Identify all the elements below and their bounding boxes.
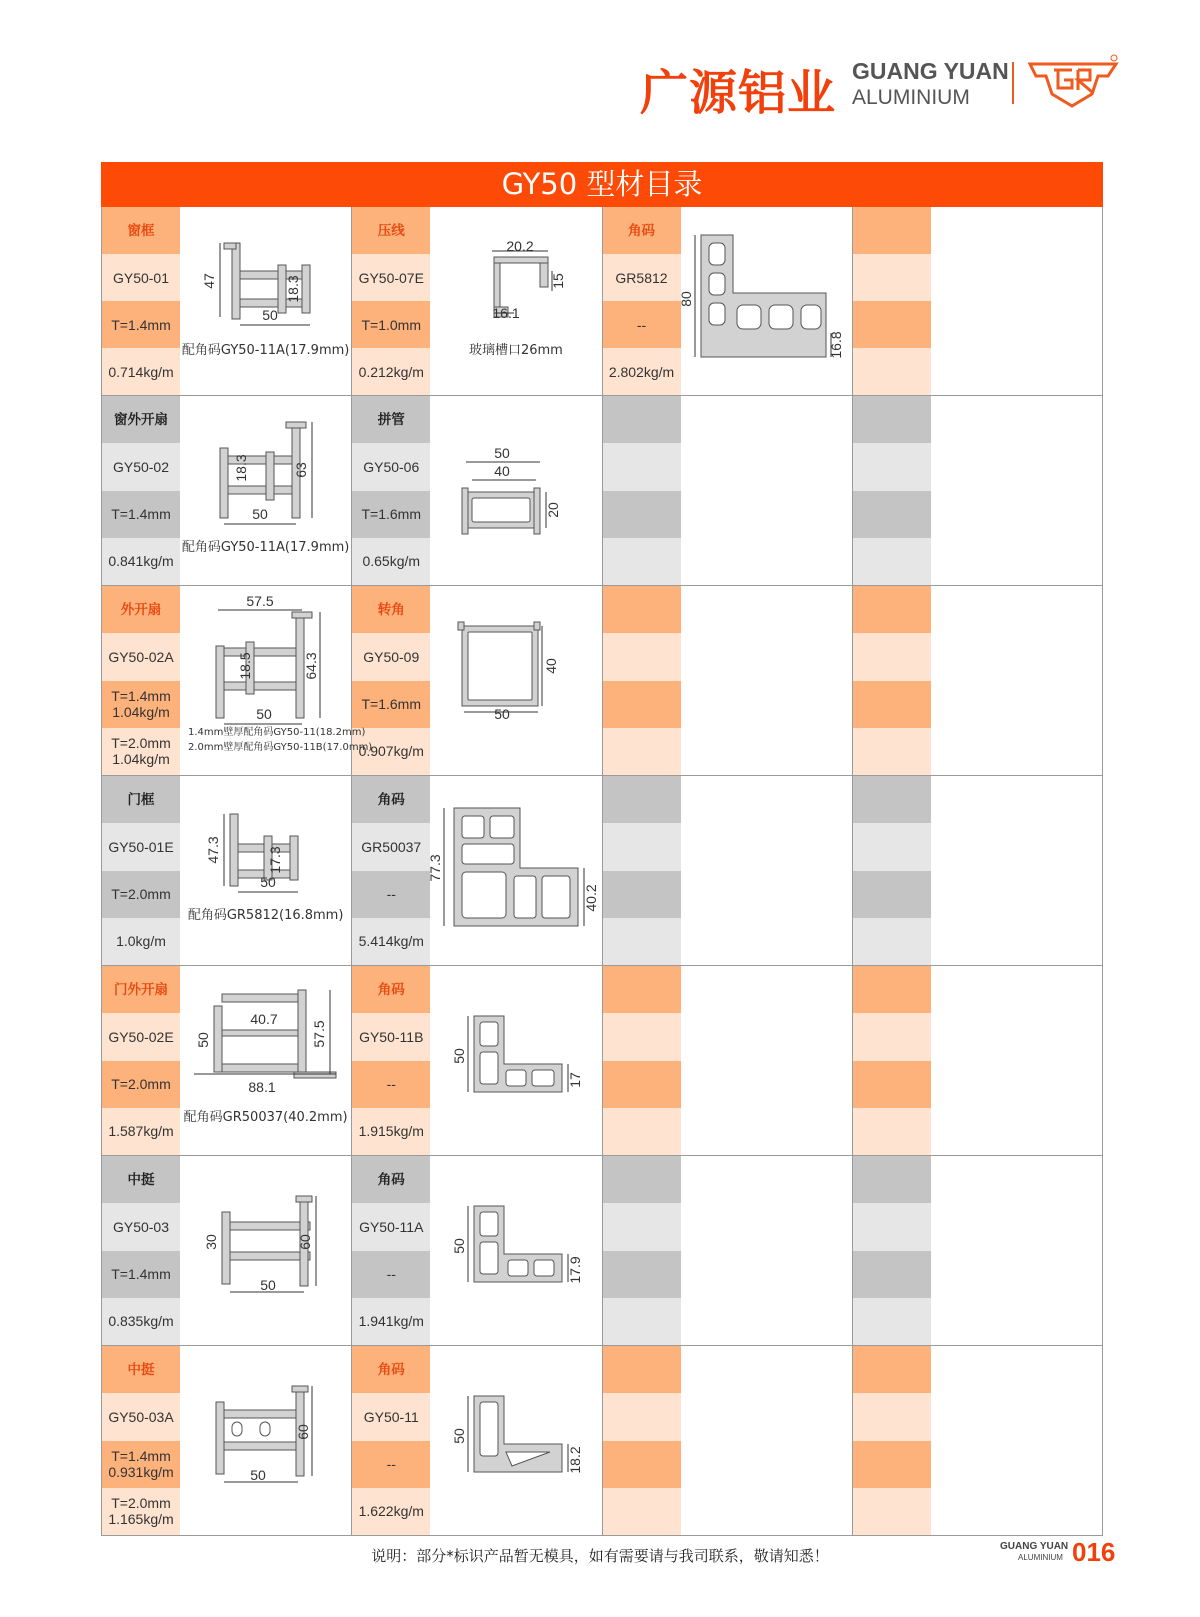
profile-category xyxy=(853,396,931,443)
profile-cell xyxy=(102,1156,351,1345)
dimension-label: 50 xyxy=(451,1238,468,1254)
profile-info xyxy=(853,776,931,965)
profile-thickness: T=1.4mm xyxy=(102,301,180,348)
dimension-label: 50 xyxy=(195,1032,211,1048)
dimension-label: 50 xyxy=(451,1428,468,1444)
profile-thickness xyxy=(603,491,681,538)
dimension-label: 63 xyxy=(293,462,309,478)
profile-code: GR50037 xyxy=(352,823,430,870)
profile-cell xyxy=(602,207,852,395)
profile-thickness: T=1.4mm 1.04kg/m xyxy=(102,681,180,728)
brand-separator xyxy=(1012,62,1014,104)
profile-drawing xyxy=(180,776,351,965)
profile-drawing xyxy=(180,586,373,775)
profile-weight xyxy=(603,1298,681,1345)
profile-cell xyxy=(351,966,601,1155)
profile-category: 窗外开扇 xyxy=(102,396,180,443)
dimension-label: 18.3 xyxy=(285,275,301,303)
catalog-row xyxy=(102,207,1102,395)
catalog-grid xyxy=(101,207,1103,1536)
dimension-label: 16.8 xyxy=(827,331,844,359)
profile-weight: 0.907kg/m xyxy=(352,728,430,775)
brand-subtitle-en: ALUMINIUM xyxy=(852,86,970,109)
profile-caption: 玻璃槽口26mm xyxy=(468,343,563,358)
dimension-label: 16.1 xyxy=(492,305,520,321)
profile-cell xyxy=(852,396,1102,585)
profile-code xyxy=(603,1013,681,1060)
profile-cell xyxy=(102,776,351,965)
profile-weight: 5.414kg/m xyxy=(352,918,430,965)
profile-weight: 1.915kg/m xyxy=(352,1108,430,1155)
profile-code xyxy=(853,1393,931,1440)
profile-thickness xyxy=(853,681,931,728)
profile-code xyxy=(603,443,681,490)
profile-code xyxy=(853,823,931,870)
dimension-label: 40.2 xyxy=(583,884,600,912)
profile-info xyxy=(603,1156,681,1345)
profile-category xyxy=(853,1346,931,1393)
dimension-label: 50 xyxy=(451,1048,468,1064)
profile-info xyxy=(102,776,180,965)
profile-code: GY50-03A xyxy=(102,1393,180,1440)
profile-cell xyxy=(602,396,852,585)
profile-code: GY50-02E xyxy=(102,1013,180,1060)
profile-info xyxy=(102,396,180,585)
dimension-label: 50 xyxy=(252,506,268,522)
profile-cell xyxy=(852,776,1102,965)
profile-weight xyxy=(853,348,931,395)
dimension-label: 40 xyxy=(494,463,511,479)
profile-cell xyxy=(602,1156,852,1345)
profile-thickness xyxy=(853,1061,931,1108)
profile-info xyxy=(603,966,681,1155)
profile-drawing xyxy=(180,1346,351,1535)
profile-code xyxy=(853,443,931,490)
page-number: 016 xyxy=(1072,1537,1116,1567)
page-badge xyxy=(1000,1537,1120,1571)
profile-weight xyxy=(853,1108,931,1155)
profile-category xyxy=(853,207,931,254)
profile-weight xyxy=(853,918,931,965)
profile-thickness xyxy=(603,681,681,728)
dimension-label: 18.3 xyxy=(233,454,249,482)
profile-category xyxy=(853,776,931,823)
profile-category xyxy=(603,966,681,1013)
profile-category: 门外开扇 xyxy=(102,966,180,1013)
profile-cell xyxy=(602,586,852,775)
profile-catalog xyxy=(101,162,1103,1536)
profile-category: 窗框 xyxy=(102,207,180,254)
profile-category: 转角 xyxy=(352,586,430,633)
profile-info xyxy=(603,207,681,395)
profile-code xyxy=(853,1203,931,1250)
profile-cell xyxy=(351,776,601,965)
profile-weight xyxy=(853,1488,931,1535)
profile-cell xyxy=(351,396,601,585)
profile-info xyxy=(603,396,681,585)
catalog-row xyxy=(102,1345,1102,1535)
profile-drawing xyxy=(180,966,351,1155)
profile-weight: 0.714kg/m xyxy=(102,348,180,395)
profile-drawing xyxy=(681,586,852,775)
profile-weight: 1.0kg/m xyxy=(102,918,180,965)
profile-code xyxy=(853,1013,931,1060)
profile-drawing xyxy=(931,396,1102,585)
dimension-label: 57.5 xyxy=(311,1020,327,1048)
profile-info xyxy=(352,1156,430,1345)
profile-drawing xyxy=(430,586,601,775)
dimension-label: 80 xyxy=(677,291,694,307)
profile-info xyxy=(352,966,430,1155)
profile-drawing xyxy=(430,1156,601,1345)
brand-name-en: GUANG YUAN xyxy=(852,58,1009,84)
profile-drawing xyxy=(677,207,852,395)
profile-code: GR5812 xyxy=(603,254,681,301)
profile-thickness: T=1.0mm xyxy=(352,301,430,348)
profile-code: GY50-02 xyxy=(102,443,180,490)
profile-info xyxy=(102,966,180,1155)
profile-caption: 配角码GY50-11A(17.9mm) xyxy=(181,540,350,555)
profile-category xyxy=(853,966,931,1013)
profile-code xyxy=(853,254,931,301)
dimension-label: 17.3 xyxy=(267,846,283,874)
profile-category: 角码 xyxy=(352,776,430,823)
profile-info xyxy=(352,396,430,585)
profile-thickness xyxy=(603,1251,681,1298)
dimension-label: 20.2 xyxy=(506,238,534,254)
dimension-label: 88.1 xyxy=(248,1079,276,1095)
profile-drawing xyxy=(931,586,1102,775)
profile-caption: 配角码GR5812(16.8mm) xyxy=(187,908,344,923)
profile-weight: 0.835kg/m xyxy=(102,1298,180,1345)
profile-category: 中挺 xyxy=(102,1156,180,1203)
dimension-label: 50 xyxy=(260,1277,276,1293)
profile-weight: 1.941kg/m xyxy=(352,1298,430,1345)
profile-code: GY50-11B xyxy=(352,1013,430,1060)
profile-thickness: -- xyxy=(352,871,430,918)
profile-cell xyxy=(102,586,373,775)
profile-category: 门框 xyxy=(102,776,180,823)
profile-code xyxy=(603,823,681,870)
profile-info xyxy=(102,586,180,775)
catalog-row xyxy=(102,585,1102,775)
profile-thickness xyxy=(603,1061,681,1108)
dimension-label: 20 xyxy=(545,502,562,518)
profile-weight: 0.841kg/m xyxy=(102,538,180,585)
profile-drawing xyxy=(931,966,1102,1155)
profile-weight xyxy=(853,728,931,775)
profile-info xyxy=(603,1346,681,1535)
profile-weight xyxy=(853,538,931,585)
profile-drawing xyxy=(180,1156,351,1345)
profile-cell xyxy=(351,586,601,775)
dimension-label: 50 xyxy=(494,445,511,461)
dimension-label: 47.3 xyxy=(205,836,221,864)
profile-weight: T=2.0mm 1.04kg/m xyxy=(102,728,180,775)
profile-weight xyxy=(603,538,681,585)
profile-cell xyxy=(351,1346,601,1535)
profile-cell xyxy=(351,207,601,395)
profile-thickness: T=1.4mm xyxy=(102,1251,180,1298)
profile-thickness xyxy=(603,871,681,918)
profile-category xyxy=(853,1156,931,1203)
catalog-row xyxy=(102,1155,1102,1345)
dimension-label: 64.3 xyxy=(303,652,319,680)
dimension-label: 15 xyxy=(550,273,567,289)
profile-thickness: -- xyxy=(352,1061,430,1108)
profile-drawing xyxy=(681,776,852,965)
profile-drawing xyxy=(430,1346,601,1535)
profile-info xyxy=(102,1346,180,1535)
profile-drawing xyxy=(931,207,1102,395)
profile-drawing xyxy=(931,1346,1102,1535)
profile-info xyxy=(102,207,180,395)
profile-category xyxy=(603,1156,681,1203)
profile-code: GY50-11A xyxy=(352,1203,430,1250)
profile-category xyxy=(603,586,681,633)
profile-weight: 0.212kg/m xyxy=(352,348,430,395)
catalog-row xyxy=(102,775,1102,965)
profile-thickness: T=1.4mm 0.931kg/m xyxy=(102,1441,180,1488)
dimension-label: 17 xyxy=(567,1072,584,1088)
profile-weight: 2.802kg/m xyxy=(603,348,681,395)
profile-category: 外开扇 xyxy=(102,586,180,633)
brand-name-cn: 广源铝业 xyxy=(640,65,837,121)
profile-cell xyxy=(852,1156,1102,1345)
dimension-label: 30 xyxy=(203,1234,219,1250)
profile-thickness xyxy=(603,1441,681,1488)
profile-code: GY50-07E xyxy=(352,254,430,301)
dimension-label: 17.9 xyxy=(567,1256,584,1284)
profile-code: GY50-06 xyxy=(352,443,430,490)
profile-drawing xyxy=(931,776,1102,965)
dimension-label: 18.2 xyxy=(567,1446,584,1474)
profile-drawing xyxy=(681,396,852,585)
profile-code: GY50-09 xyxy=(352,633,430,680)
profile-thickness: -- xyxy=(352,1251,430,1298)
profile-weight: 1.587kg/m xyxy=(102,1108,180,1155)
footer-brand-sub: ALUMINIUM xyxy=(1018,1553,1063,1562)
profile-thickness: T=1.4mm xyxy=(102,491,180,538)
profile-caption: 配角码GY50-11A(17.9mm) xyxy=(181,343,350,358)
profile-category: 拼管 xyxy=(352,396,430,443)
profile-cell xyxy=(852,966,1102,1155)
profile-drawing xyxy=(427,776,601,965)
profile-code: GY50-03 xyxy=(102,1203,180,1250)
profile-drawing xyxy=(180,207,351,395)
profile-thickness xyxy=(853,1441,931,1488)
dimension-label: 18.5 xyxy=(237,652,253,680)
profile-info xyxy=(853,586,931,775)
profile-weight xyxy=(603,728,681,775)
profile-thickness: -- xyxy=(603,301,681,348)
profile-info xyxy=(853,396,931,585)
profile-weight: 1.622kg/m xyxy=(352,1488,430,1535)
profile-code xyxy=(603,633,681,680)
dimension-label: 50 xyxy=(250,1467,266,1483)
dimension-label: 50 xyxy=(494,706,511,722)
profile-info xyxy=(853,1346,931,1535)
profile-category xyxy=(603,1346,681,1393)
profile-info xyxy=(853,1156,931,1345)
profile-info xyxy=(853,207,931,395)
profile-info xyxy=(352,207,430,395)
profile-category xyxy=(603,396,681,443)
profile-weight xyxy=(603,1488,681,1535)
profile-info xyxy=(102,1156,180,1345)
profile-drawing xyxy=(681,1156,852,1345)
dimension-label: 77.3 xyxy=(427,854,444,882)
profile-thickness: T=1.6mm xyxy=(352,681,430,728)
profile-cell xyxy=(852,586,1102,775)
profile-code xyxy=(603,1203,681,1250)
dimension-label: 40.7 xyxy=(250,1011,278,1027)
profile-category: 角码 xyxy=(352,1156,430,1203)
profile-cell xyxy=(602,1346,852,1535)
profile-code: GY50-01E xyxy=(102,823,180,870)
profile-thickness xyxy=(853,301,931,348)
footer-brand: GUANG YUAN xyxy=(1000,1541,1069,1552)
profile-thickness: T=2.0mm xyxy=(102,871,180,918)
profile-category: 角码 xyxy=(352,1346,430,1393)
profile-code xyxy=(853,633,931,680)
gr-logo-icon xyxy=(1028,54,1118,110)
profile-cell xyxy=(602,966,852,1155)
profile-caption: 配角码GR50037(40.2mm) xyxy=(183,1110,348,1125)
dimension-label: 60 xyxy=(295,1424,311,1440)
profile-cell xyxy=(351,1156,601,1345)
profile-code: GY50-02A xyxy=(102,633,180,680)
profile-category: 压线 xyxy=(352,207,430,254)
profile-cell xyxy=(102,396,351,585)
profile-info xyxy=(603,586,681,775)
profile-cell xyxy=(852,1346,1102,1535)
profile-thickness xyxy=(853,1251,931,1298)
profile-drawing xyxy=(430,966,601,1155)
catalog-row xyxy=(102,395,1102,585)
profile-category xyxy=(603,776,681,823)
profile-weight xyxy=(603,918,681,965)
profile-code: GY50-01 xyxy=(102,254,180,301)
dimension-label: 50 xyxy=(262,307,278,323)
profile-info xyxy=(352,1346,430,1535)
footer-note: 说明：部分*标识产品暂无模具，如有需要请与我司联系，敬请知悉！ xyxy=(371,1547,829,1565)
profile-thickness: T=2.0mm xyxy=(102,1061,180,1108)
dimension-label: 50 xyxy=(260,874,276,890)
profile-thickness: -- xyxy=(352,1441,430,1488)
profile-drawing xyxy=(681,1346,852,1535)
brand-header xyxy=(640,48,1120,121)
catalog-row xyxy=(102,965,1102,1155)
profile-weight: 0.65kg/m xyxy=(352,538,430,585)
profile-weight xyxy=(603,1108,681,1155)
profile-code: GY50-11 xyxy=(352,1393,430,1440)
profile-caption-1: 1.4mm壁厚配角码GY50-11(18.2mm) xyxy=(188,727,366,738)
profile-cell xyxy=(102,966,351,1155)
profile-drawing xyxy=(430,207,601,395)
profile-category xyxy=(853,586,931,633)
profile-cell xyxy=(102,207,351,395)
profile-cell xyxy=(102,1346,351,1535)
profile-category: 角码 xyxy=(352,966,430,1013)
profile-drawing xyxy=(931,1156,1102,1345)
dimension-label: 47 xyxy=(201,273,217,289)
profile-cell xyxy=(602,776,852,965)
catalog-title: GY50 型材目录 xyxy=(101,162,1103,207)
profile-thickness xyxy=(853,491,931,538)
profile-drawing xyxy=(681,966,852,1155)
profile-cell xyxy=(852,207,1102,395)
profile-weight xyxy=(853,1298,931,1345)
dimension-label: 60 xyxy=(297,1234,313,1250)
dimension-label: 57.5 xyxy=(246,593,274,609)
profile-thickness xyxy=(853,871,931,918)
profile-info xyxy=(603,776,681,965)
profile-info xyxy=(352,776,430,965)
profile-category: 角码 xyxy=(603,207,681,254)
dimension-label: 40 xyxy=(543,658,560,674)
profile-drawing xyxy=(180,396,351,585)
profile-code xyxy=(603,1393,681,1440)
profile-drawing xyxy=(430,396,601,585)
profile-info xyxy=(853,966,931,1155)
dimension-label: 50 xyxy=(256,706,272,722)
profile-category: 中挺 xyxy=(102,1346,180,1393)
profile-weight: T=2.0mm 1.165kg/m xyxy=(102,1488,180,1535)
profile-thickness: T=1.6mm xyxy=(352,491,430,538)
profile-caption-2: 2.0mm壁厚配角码GY50-11B(17.0mm) xyxy=(188,742,373,753)
